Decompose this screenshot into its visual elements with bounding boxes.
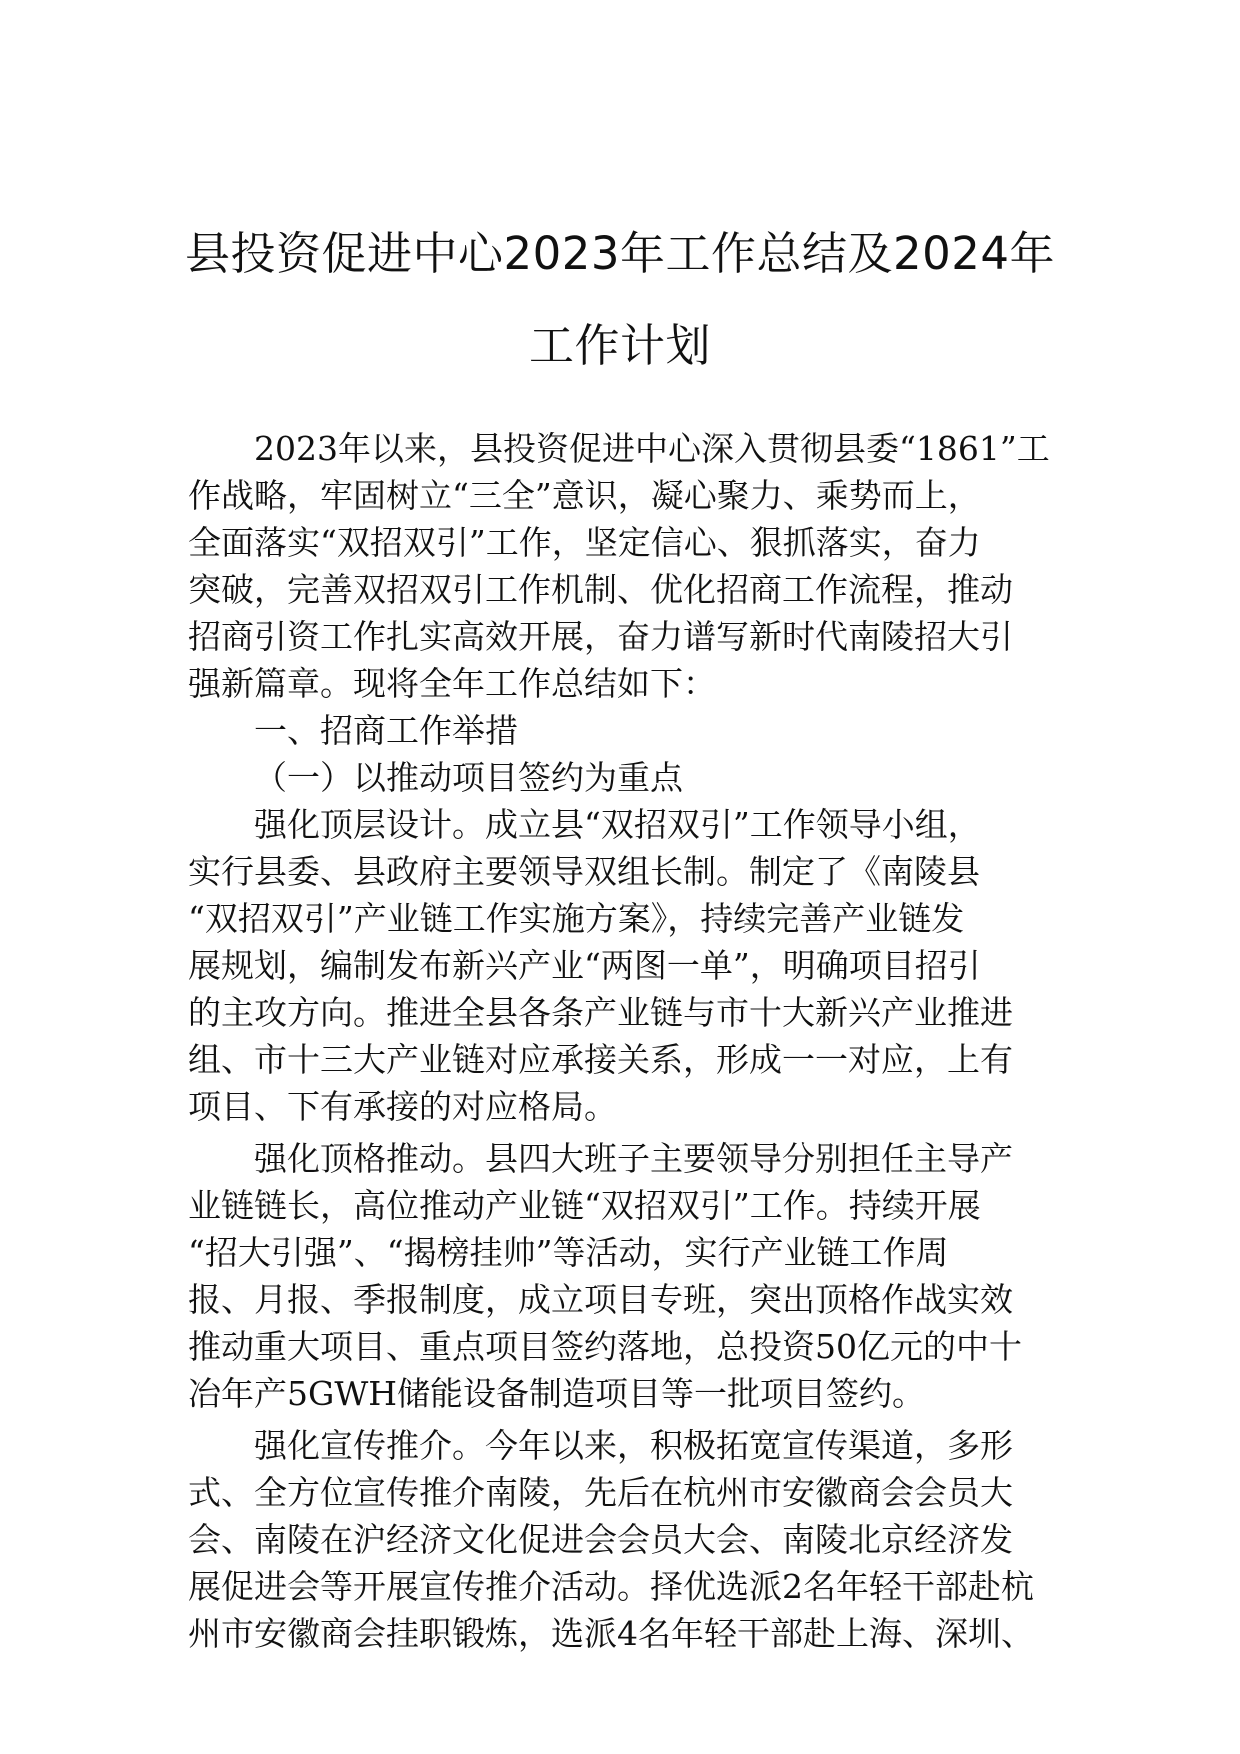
- body-line: 展促进会等开展宣传推介活动。择优选派2名年轻干部赴杭: [188, 1567, 1034, 1606]
- section-heading: 一、招商工作举措: [254, 711, 518, 750]
- title-line-2: 工作计划: [528, 319, 711, 372]
- body-line: 的主攻方向。推进全县各条产业链与市十大新兴产业推进: [188, 993, 1013, 1032]
- document-body: [188, 425, 1054, 1657]
- body-line: “招大引强”、“揭榜挂帅”等活动，实行产业链工作周: [188, 1233, 949, 1272]
- body-line: 报、月报、季报制度，成立项目专班，突出顶格作战实效: [188, 1280, 1013, 1319]
- body-line: 式、全方位宣传推介南陵，先后在杭州市安徽商会会员大: [188, 1473, 1013, 1512]
- body-line: 会、南陵在沪经济文化促进会会员大会、南陵北京经济发: [188, 1520, 1013, 1559]
- body-line: 强化顶层设计。成立县“双招双引”工作领导小组，: [254, 805, 981, 844]
- body-line: 冶年产5GWH储能设备制造项目等一批项目签约。: [188, 1374, 926, 1413]
- body-line: 全面落实“双招双引”工作，坚定信心、狠抓落实，奋力: [188, 523, 981, 562]
- title-line-1: 县投资促进中心2023年工作总结及2024年: [184, 227, 1056, 280]
- body-line: 项目、下有承接的对应格局。: [188, 1087, 617, 1126]
- body-line: 实行县委、县政府主要领导双组长制。制定了《南陵县: [188, 852, 980, 891]
- body-line: “双招双引”产业链工作实施方案》，持续完善产业链发: [188, 899, 965, 938]
- subsection-heading: （一）以推动项目签约为重点: [254, 758, 683, 797]
- body-line: 2023年以来，县投资促进中心深入贯彻县委“1861”工: [254, 429, 1050, 468]
- body-line: 强新篇章。现将全年工作总结如下：: [188, 664, 716, 703]
- body-line: 突破，完善双招双引工作机制、优化招商工作流程，推动: [188, 570, 1013, 609]
- document-title: [150, 208, 1090, 392]
- body-line: 作战略，牢固树立“三全”意识，凝心聚力、乘势而上，: [188, 476, 981, 515]
- body-line: 招商引资工作扎实高效开展，奋力谱写新时代南陵招大引: [188, 617, 1013, 656]
- body-line: 业链链长，高位推动产业链“双招双引”工作。持续开展: [188, 1186, 981, 1225]
- body-line: 推动重大项目、重点项目签约落地，总投资50亿元的中十: [188, 1327, 1022, 1366]
- body-line: 展规划，编制发布新兴产业“两图一单”，明确项目招引: [188, 946, 981, 985]
- body-line: 组、市十三大产业链对应承接关系，形成一一对应，上有: [188, 1040, 1013, 1079]
- body-line: 强化宣传推介。今年以来，积极拓宽宣传渠道，多形: [254, 1426, 1013, 1465]
- body-line: 强化顶格推动。县四大班子主要领导分别担任主导产: [254, 1139, 1013, 1178]
- body-line: 州市安徽商会挂职锻炼，选派4名年轻干部赴上海、深圳、: [188, 1614, 1034, 1653]
